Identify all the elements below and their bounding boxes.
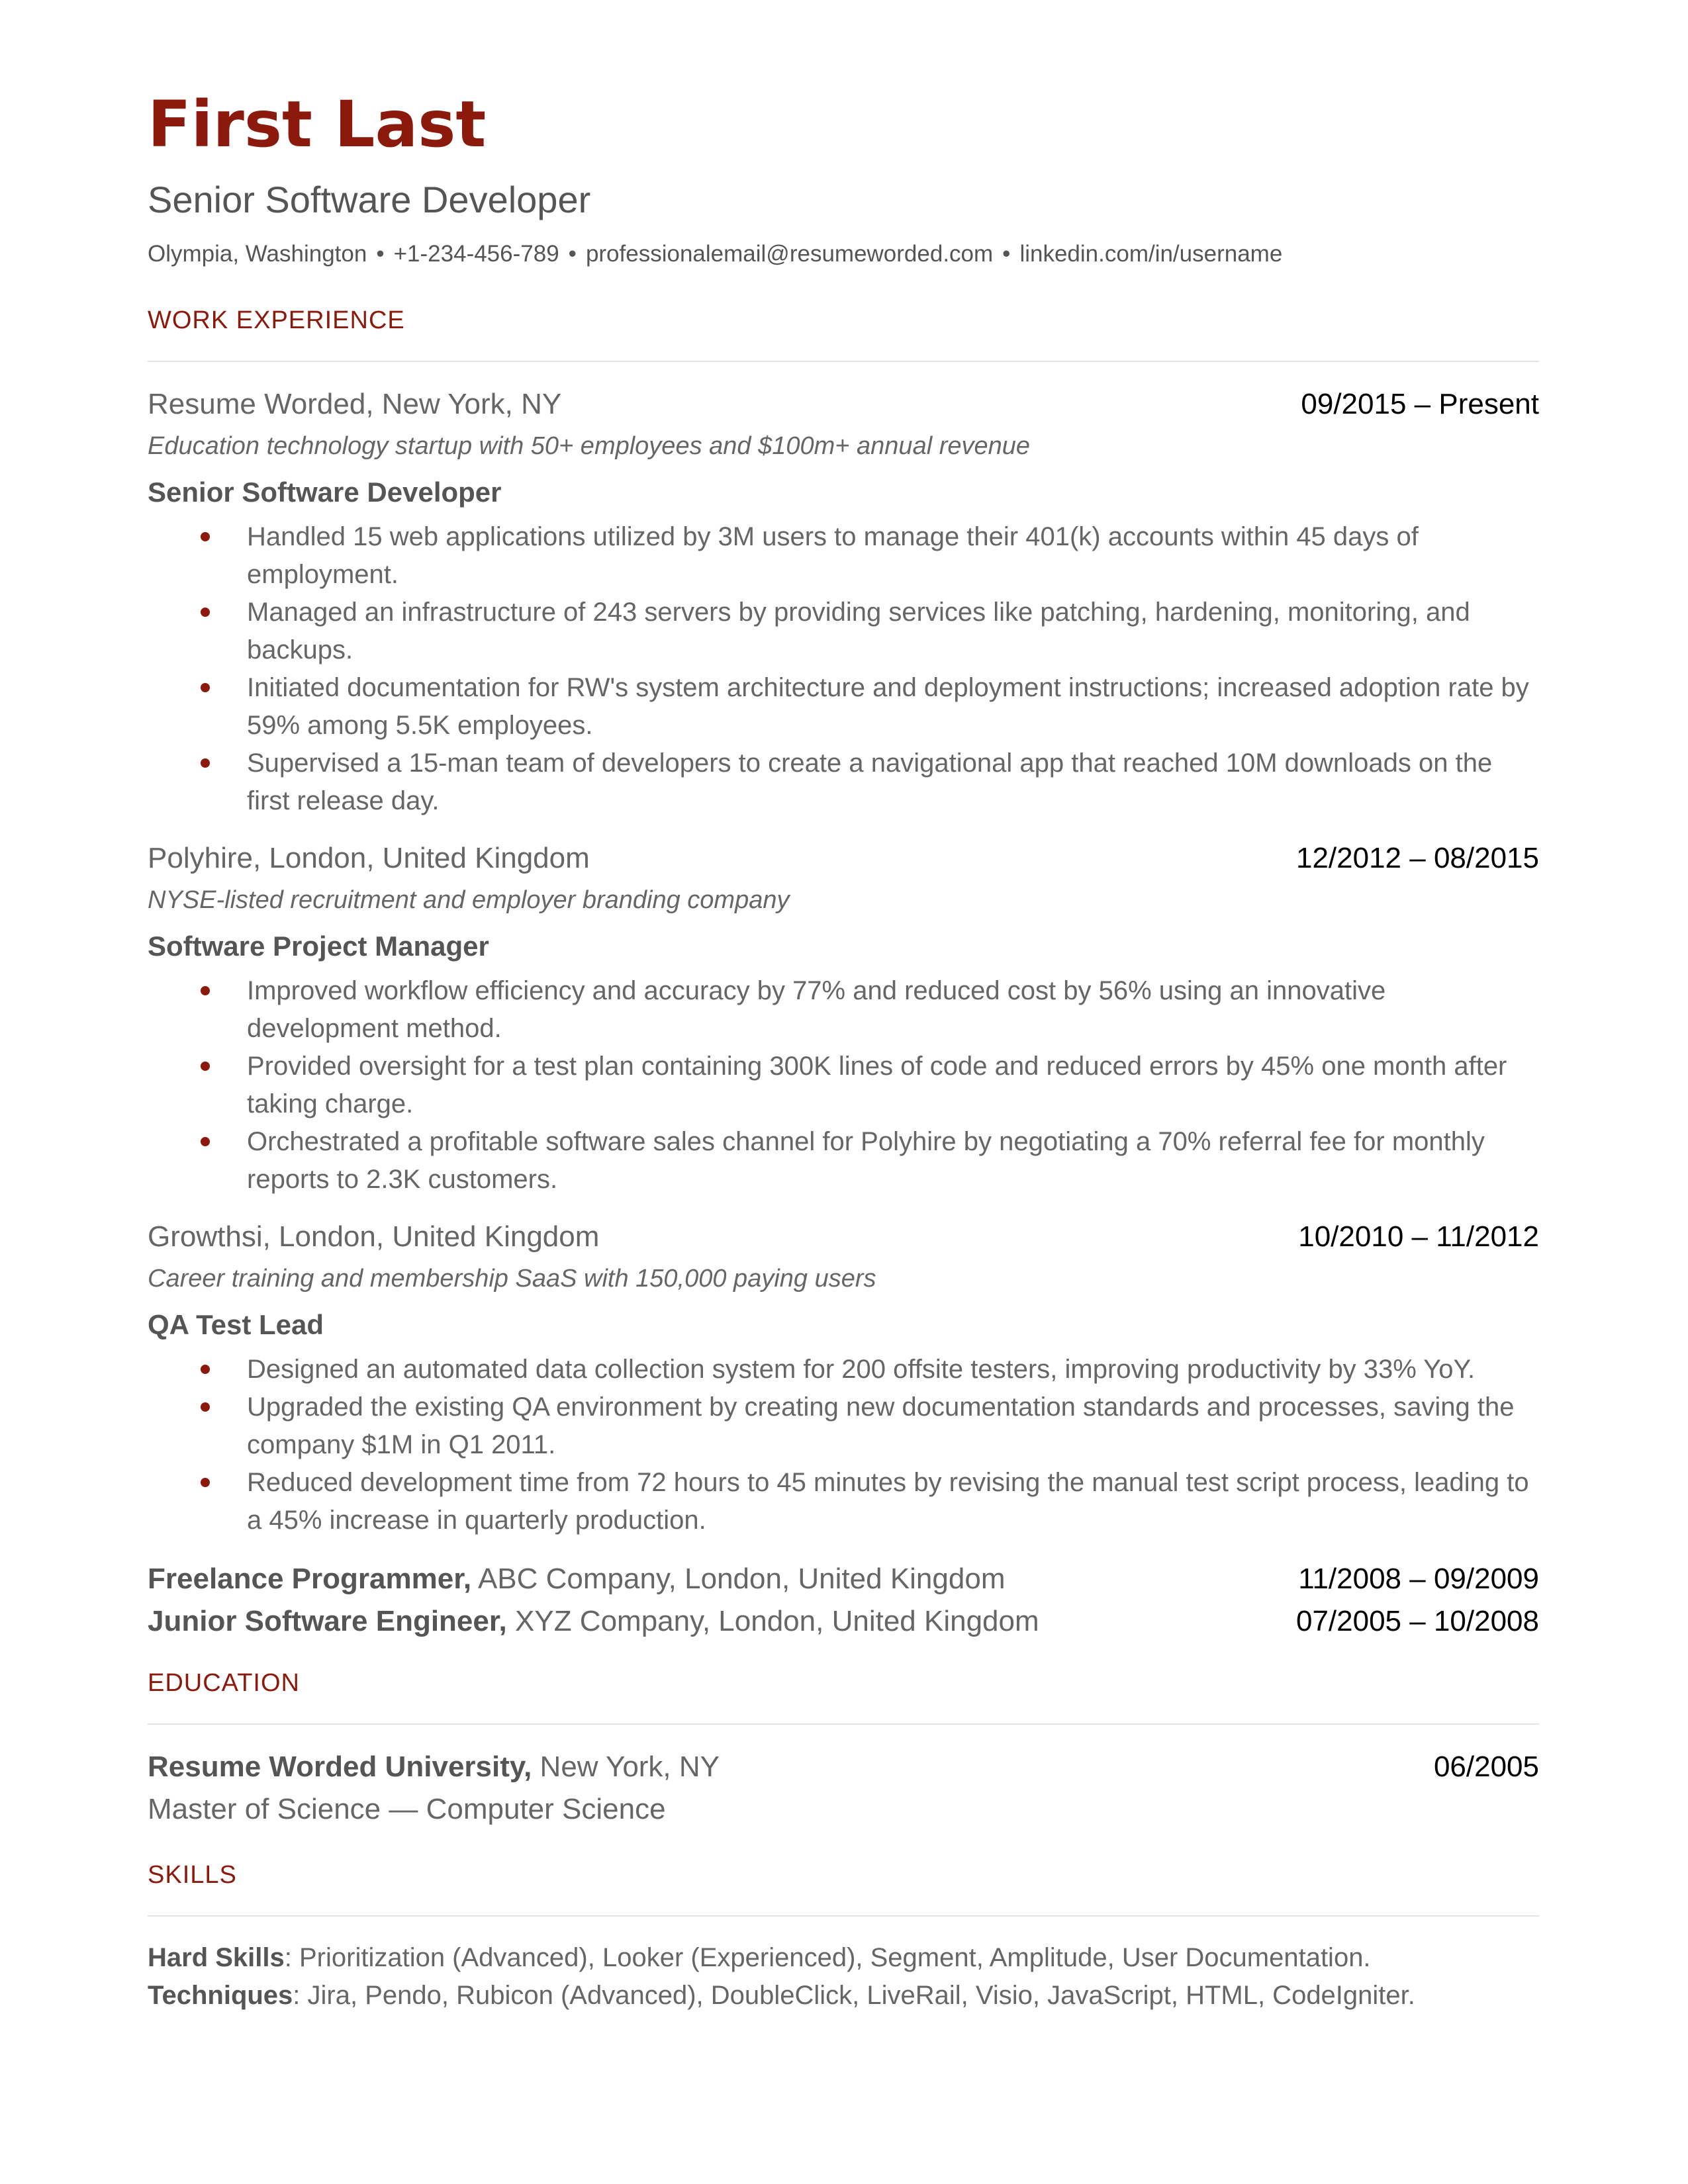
- education-location: New York, NY: [532, 1751, 720, 1783]
- other-role-title: Freelance Programmer,: [148, 1563, 472, 1595]
- candidate-name: First Last: [148, 87, 487, 161]
- company-description: Education technology startup with 50+ employees and $100m+ annual revenue: [148, 432, 1031, 460]
- achievement-list: [148, 972, 1539, 1199]
- other-role-row: [148, 1565, 1539, 1594]
- contact-email[interactable]: professionalemail@resumeworded.com: [585, 241, 994, 267]
- job-title: Software Project Manager: [148, 931, 489, 962]
- skills-label: Techniques: [148, 1981, 293, 2010]
- skills-label: Hard Skills: [148, 1943, 285, 1972]
- contact-separator: •: [376, 241, 385, 267]
- skills-value: : Jira, Pendo, Rubicon (Advanced), DoubleClick, LiveRail, Visio, JavaScript, HTML, CodeIgniter.: [293, 1981, 1415, 2010]
- job-title: QA Test Lead: [148, 1309, 324, 1340]
- bullet-icon: [201, 1402, 210, 1412]
- other-role-title: Junior Software Engineer,: [148, 1605, 507, 1637]
- bullet-icon: [201, 1365, 210, 1374]
- achievement-text: Designed an automated data collection system for 200 offsite testers, improving productivity by 33% YoY.: [247, 1355, 1476, 1384]
- achievement-text: Initiated documentation for RW's system architecture and deployment instructions; increased adoption rate by 59% among 5.5K employees.: [247, 673, 1529, 740]
- company-description: Career training and membership SaaS with 150,000 paying users: [148, 1265, 876, 1293]
- resume-page: [148, 86, 1539, 2015]
- achievement-item: [148, 1464, 1539, 1539]
- achievement-item: [148, 745, 1539, 820]
- job-entry: [148, 844, 1539, 1199]
- section-divider: [148, 1915, 1539, 1917]
- achievement-item: [148, 972, 1539, 1048]
- skills-value: : Prioritization (Advanced), Looker (Experienced), Segment, Amplitude, User Documentation.: [284, 1943, 1371, 1972]
- job-title: Senior Software Developer: [148, 477, 502, 508]
- education-entry: [148, 1752, 1539, 1782]
- bullet-icon: [201, 683, 210, 692]
- achievement-text: Orchestrated a profitable software sales channel for Polyhire by negotiating a 70% referral fee for monthly reports to 2.3K customers.: [247, 1127, 1485, 1194]
- achievement-text: Improved workflow efficiency and accuracy by 77% and reduced cost by 56% using an innovative development method.: [247, 976, 1386, 1043]
- education-degree: Master of Science — Computer Science: [148, 1793, 666, 1825]
- candidate-headline: Senior Software Developer: [148, 179, 591, 220]
- contact-line: [148, 242, 1539, 265]
- achievement-text: Reduced development time from 72 hours to 45 minutes by revising the manual test script process, leading to a 45% increase in quarterly production.: [247, 1468, 1529, 1535]
- achievement-text: Provided oversight for a test plan containing 300K lines of code and reduced errors by 45% one month after taking charge.: [247, 1052, 1507, 1118]
- achievement-list: [148, 1351, 1539, 1539]
- section-title-skills: SKILLS: [148, 1861, 237, 1889]
- achievement-item: [148, 669, 1539, 745]
- contact-separator: •: [568, 241, 577, 267]
- achievement-text: Supervised a 15-man team of developers to create a navigational app that reached 10M downloads on the first release day.: [247, 749, 1493, 815]
- skills-row: [148, 1939, 1539, 1977]
- skills-row: [148, 1977, 1539, 2015]
- other-role-row: [148, 1607, 1539, 1636]
- education-school-line: [148, 1752, 720, 1782]
- section-divider: [148, 361, 1539, 362]
- job-dates: 12/2012 – 08/2015: [1295, 842, 1539, 874]
- bullet-icon: [201, 986, 210, 995]
- achievement-list: [148, 518, 1539, 820]
- achievement-item: [148, 1123, 1539, 1199]
- other-role-dates: 07/2005 – 10/2008: [1295, 1605, 1539, 1637]
- other-role-place: ABC Company, London, United Kingdom: [471, 1563, 1006, 1595]
- bullet-icon: [201, 608, 210, 617]
- job-company: Growthsi, London, United Kingdom: [148, 1220, 600, 1253]
- other-role-dates: 11/2008 – 09/2009: [1298, 1563, 1539, 1595]
- achievement-item: [148, 1351, 1539, 1388]
- bullet-icon: [201, 1062, 210, 1071]
- bullet-icon: [201, 1478, 210, 1487]
- achievement-text: Upgraded the existing QA environment by creating new documentation standards and processes, saving the company $1M in Q1 2011.: [247, 1392, 1515, 1459]
- achievement-text: Managed an infrastructure of 243 servers by providing services like patching, hardening, monitoring, and backups.: [247, 598, 1470, 664]
- bullet-icon: [201, 1137, 210, 1146]
- job-company: Polyhire, London, United Kingdom: [148, 842, 590, 874]
- job-dates: 09/2015 – Present: [1301, 388, 1539, 420]
- contact-location: Olympia, Washington: [148, 241, 367, 267]
- company-description: NYSE-listed recruitment and employer branding company: [148, 886, 790, 914]
- skills-list: [148, 1939, 1539, 2015]
- job-entry: [148, 390, 1539, 820]
- education-date: 06/2005: [1433, 1751, 1539, 1783]
- section-title-work-experience: WORK EXPERIENCE: [148, 306, 405, 334]
- achievement-item: [148, 594, 1539, 669]
- achievement-item: [148, 1048, 1539, 1123]
- contact-phone: +1-234-456-789: [393, 241, 559, 267]
- contact-separator: •: [1002, 241, 1011, 267]
- other-role-place: XYZ Company, London, United Kingdom: [506, 1605, 1039, 1637]
- section-title-education: EDUCATION: [148, 1669, 300, 1697]
- other-role: [148, 1607, 1039, 1636]
- other-role: [148, 1565, 1005, 1594]
- job-company: Resume Worded, New York, NY: [148, 388, 562, 420]
- education-school: Resume Worded University,: [148, 1751, 532, 1783]
- achievement-item: [148, 518, 1539, 594]
- section-divider: [148, 1723, 1539, 1725]
- achievement-text: Handled 15 web applications utilized by 3M users to manage their 401(k) accounts within 45 days of employment.: [247, 522, 1419, 589]
- bullet-icon: [201, 758, 210, 768]
- bullet-icon: [201, 532, 210, 541]
- contact-linkedin[interactable]: linkedin.com/in/username: [1019, 241, 1283, 267]
- job-entry: [148, 1222, 1539, 1539]
- job-dates: 10/2010 – 11/2012: [1298, 1220, 1539, 1253]
- achievement-item: [148, 1388, 1539, 1464]
